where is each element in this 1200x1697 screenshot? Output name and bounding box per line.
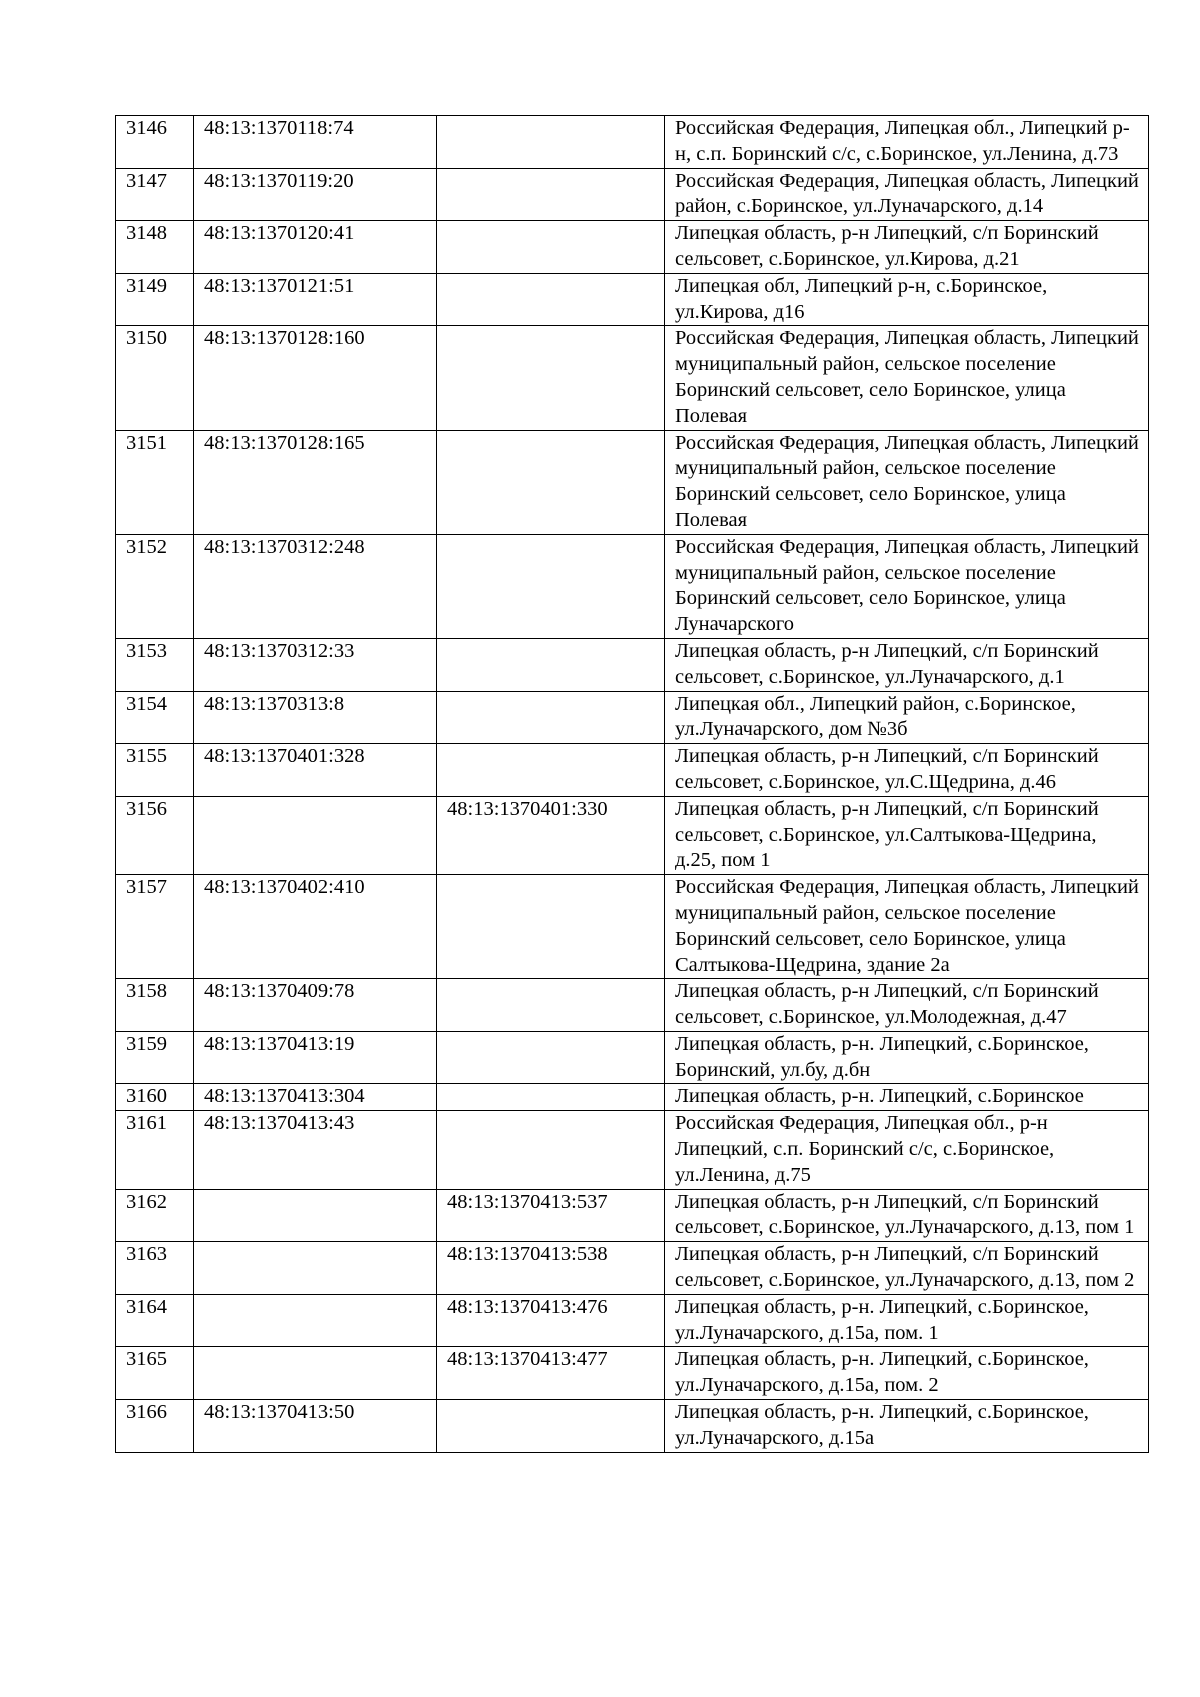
land-cadastral-number-cell xyxy=(194,1347,437,1400)
object-cadastral-number-cell xyxy=(437,1111,665,1189)
address-cell: Липецкая область, р-н Липецкий, с/п Боринский сельсовет, с.Боринское, ул.Кирова, д.21 xyxy=(665,221,1149,274)
land-cadastral-number-cell: 48:13:1370402:410 xyxy=(194,875,437,979)
land-cadastral-number-cell: 48:13:1370413:304 xyxy=(194,1084,437,1111)
object-cadastral-number-cell: 48:13:1370413:477 xyxy=(437,1347,665,1400)
row-number-cell: 3150 xyxy=(116,326,194,430)
row-number-cell: 3165 xyxy=(116,1347,194,1400)
address-cell: Липецкая область, р-н Липецкий, с/п Боринский сельсовет, с.Боринское, ул.Салтыкова-Щедрина, д.25, пом 1 xyxy=(665,796,1149,874)
row-number-cell: 3153 xyxy=(116,638,194,691)
row-number-cell: 3155 xyxy=(116,744,194,797)
land-cadastral-number-cell: 48:13:1370413:19 xyxy=(194,1031,437,1084)
address-cell: Липецкая область, р-н. Липецкий, с.Боринское, ул.Луначарского, д.15а xyxy=(665,1400,1149,1453)
address-cell: Липецкая обл, Липецкий р-н, с.Боринское, ул.Кирова, д16 xyxy=(665,273,1149,326)
table-row xyxy=(116,326,1149,430)
address-cell: Российская Федерация, Липецкая область, Липецкий муниципальный район, сельское поселение Боринский сельсовет, село Боринское, улица Полевая xyxy=(665,430,1149,534)
table-row xyxy=(116,116,1149,169)
table-row xyxy=(116,875,1149,979)
land-cadastral-number-cell: 48:13:1370401:328 xyxy=(194,744,437,797)
table-row xyxy=(116,1294,1149,1347)
row-number-cell: 3154 xyxy=(116,691,194,744)
land-cadastral-number-cell: 48:13:1370128:165 xyxy=(194,430,437,534)
table-row xyxy=(116,1242,1149,1295)
land-cadastral-number-cell: 48:13:1370119:20 xyxy=(194,168,437,221)
row-number-cell: 3149 xyxy=(116,273,194,326)
object-cadastral-number-cell xyxy=(437,691,665,744)
table-row xyxy=(116,1400,1149,1453)
land-cadastral-number-cell xyxy=(194,1294,437,1347)
address-cell: Липецкая область, р-н. Липецкий, с.Боринское, ул.Луначарского, д.15а, пом. 2 xyxy=(665,1347,1149,1400)
row-number-cell: 3156 xyxy=(116,796,194,874)
land-cadastral-number-cell: 48:13:1370312:248 xyxy=(194,534,437,638)
land-cadastral-number-cell: 48:13:1370118:74 xyxy=(194,116,437,169)
row-number-cell: 3161 xyxy=(116,1111,194,1189)
object-cadastral-number-cell xyxy=(437,326,665,430)
row-number-cell: 3151 xyxy=(116,430,194,534)
address-cell: Российская Федерация, Липецкая область, Липецкий муниципальный район, сельское поселение Боринский сельсовет, село Боринское, улица Полевая xyxy=(665,326,1149,430)
row-number-cell: 3148 xyxy=(116,221,194,274)
address-cell: Липецкая обл., Липецкий район, с.Боринское, ул.Луначарского, дом №3б xyxy=(665,691,1149,744)
row-number-cell: 3166 xyxy=(116,1400,194,1453)
address-cell: Липецкая область, р-н. Липецкий, с.Боринское, ул.Луначарского, д.15а, пом. 1 xyxy=(665,1294,1149,1347)
object-cadastral-number-cell: 48:13:1370401:330 xyxy=(437,796,665,874)
address-cell: Липецкая область, р-н Липецкий, с/п Боринский сельсовет, с.Боринское, ул.Луначарского, д.13, пом 1 xyxy=(665,1189,1149,1242)
table-row xyxy=(116,796,1149,874)
address-cell: Липецкая область, р-н. Липецкий, с.Боринское xyxy=(665,1084,1149,1111)
object-cadastral-number-cell xyxy=(437,116,665,169)
address-cell: Российская Федерация, Липецкая область, Липецкий муниципальный район, сельское поселение Боринский сельсовет, село Боринское, улица Луначарского xyxy=(665,534,1149,638)
land-cadastral-number-cell: 48:13:1370409:78 xyxy=(194,979,437,1032)
registry-table-body xyxy=(116,116,1149,1453)
registry-table xyxy=(115,115,1149,1453)
row-number-cell: 3147 xyxy=(116,168,194,221)
table-row xyxy=(116,168,1149,221)
table-row xyxy=(116,1031,1149,1084)
object-cadastral-number-cell xyxy=(437,273,665,326)
row-number-cell: 3162 xyxy=(116,1189,194,1242)
land-cadastral-number-cell: 48:13:1370128:160 xyxy=(194,326,437,430)
table-row xyxy=(116,691,1149,744)
table-row xyxy=(116,744,1149,797)
table-row xyxy=(116,1347,1149,1400)
row-number-cell: 3159 xyxy=(116,1031,194,1084)
address-cell: Российская Федерация, Липецкая обл., р-н Липецкий, с.п. Боринский с/с, с.Боринское, ул.Ленина, д.75 xyxy=(665,1111,1149,1189)
address-cell: Российская Федерация, Липецкая область, Липецкий район, с.Боринское, ул.Луначарского, д.14 xyxy=(665,168,1149,221)
address-cell: Липецкая область, р-н. Липецкий, с.Боринское, Боринский, ул.бу, д.бн xyxy=(665,1031,1149,1084)
object-cadastral-number-cell xyxy=(437,638,665,691)
table-row xyxy=(116,534,1149,638)
table-row xyxy=(116,430,1149,534)
object-cadastral-number-cell xyxy=(437,1400,665,1453)
row-number-cell: 3157 xyxy=(116,875,194,979)
row-number-cell: 3164 xyxy=(116,1294,194,1347)
row-number-cell: 3146 xyxy=(116,116,194,169)
land-cadastral-number-cell: 48:13:1370313:8 xyxy=(194,691,437,744)
object-cadastral-number-cell xyxy=(437,430,665,534)
object-cadastral-number-cell xyxy=(437,168,665,221)
land-cadastral-number-cell xyxy=(194,796,437,874)
land-cadastral-number-cell xyxy=(194,1242,437,1295)
object-cadastral-number-cell xyxy=(437,534,665,638)
land-cadastral-number-cell xyxy=(194,1189,437,1242)
address-cell: Российская Федерация, Липецкая обл., Липецкий р-н, с.п. Боринский с/с, с.Боринское, ул.Ленина, д.73 xyxy=(665,116,1149,169)
land-cadastral-number-cell: 48:13:1370413:43 xyxy=(194,1111,437,1189)
address-cell: Липецкая область, р-н Липецкий, с/п Боринский сельсовет, с.Боринское, ул.Луначарского, д.1 xyxy=(665,638,1149,691)
land-cadastral-number-cell: 48:13:1370312:33 xyxy=(194,638,437,691)
table-row xyxy=(116,221,1149,274)
table-row xyxy=(116,979,1149,1032)
row-number-cell: 3158 xyxy=(116,979,194,1032)
row-number-cell: 3152 xyxy=(116,534,194,638)
object-cadastral-number-cell xyxy=(437,221,665,274)
land-cadastral-number-cell: 48:13:1370413:50 xyxy=(194,1400,437,1453)
row-number-cell: 3160 xyxy=(116,1084,194,1111)
object-cadastral-number-cell xyxy=(437,744,665,797)
land-cadastral-number-cell: 48:13:1370120:41 xyxy=(194,221,437,274)
land-cadastral-number-cell: 48:13:1370121:51 xyxy=(194,273,437,326)
object-cadastral-number-cell xyxy=(437,979,665,1032)
object-cadastral-number-cell xyxy=(437,1031,665,1084)
object-cadastral-number-cell xyxy=(437,875,665,979)
object-cadastral-number-cell: 48:13:1370413:538 xyxy=(437,1242,665,1295)
address-cell: Липецкая область, р-н Липецкий, с/п Боринский сельсовет, с.Боринское, ул.С.Щедрина, д.46 xyxy=(665,744,1149,797)
object-cadastral-number-cell: 48:13:1370413:476 xyxy=(437,1294,665,1347)
address-cell: Российская Федерация, Липецкая область, Липецкий муниципальный район, сельское поселение Боринский сельсовет, село Боринское, улица Салтыкова-Щедрина, здание 2а xyxy=(665,875,1149,979)
address-cell: Липецкая область, р-н Липецкий, с/п Боринский сельсовет, с.Боринское, ул.Молодежная, д.47 xyxy=(665,979,1149,1032)
table-row xyxy=(116,1111,1149,1189)
address-cell: Липецкая область, р-н Липецкий, с/п Боринский сельсовет, с.Боринское, ул.Луначарского, д.13, пом 2 xyxy=(665,1242,1149,1295)
table-row xyxy=(116,1189,1149,1242)
row-number-cell: 3163 xyxy=(116,1242,194,1295)
object-cadastral-number-cell: 48:13:1370413:537 xyxy=(437,1189,665,1242)
table-row xyxy=(116,273,1149,326)
table-row xyxy=(116,1084,1149,1111)
object-cadastral-number-cell xyxy=(437,1084,665,1111)
table-row xyxy=(116,638,1149,691)
